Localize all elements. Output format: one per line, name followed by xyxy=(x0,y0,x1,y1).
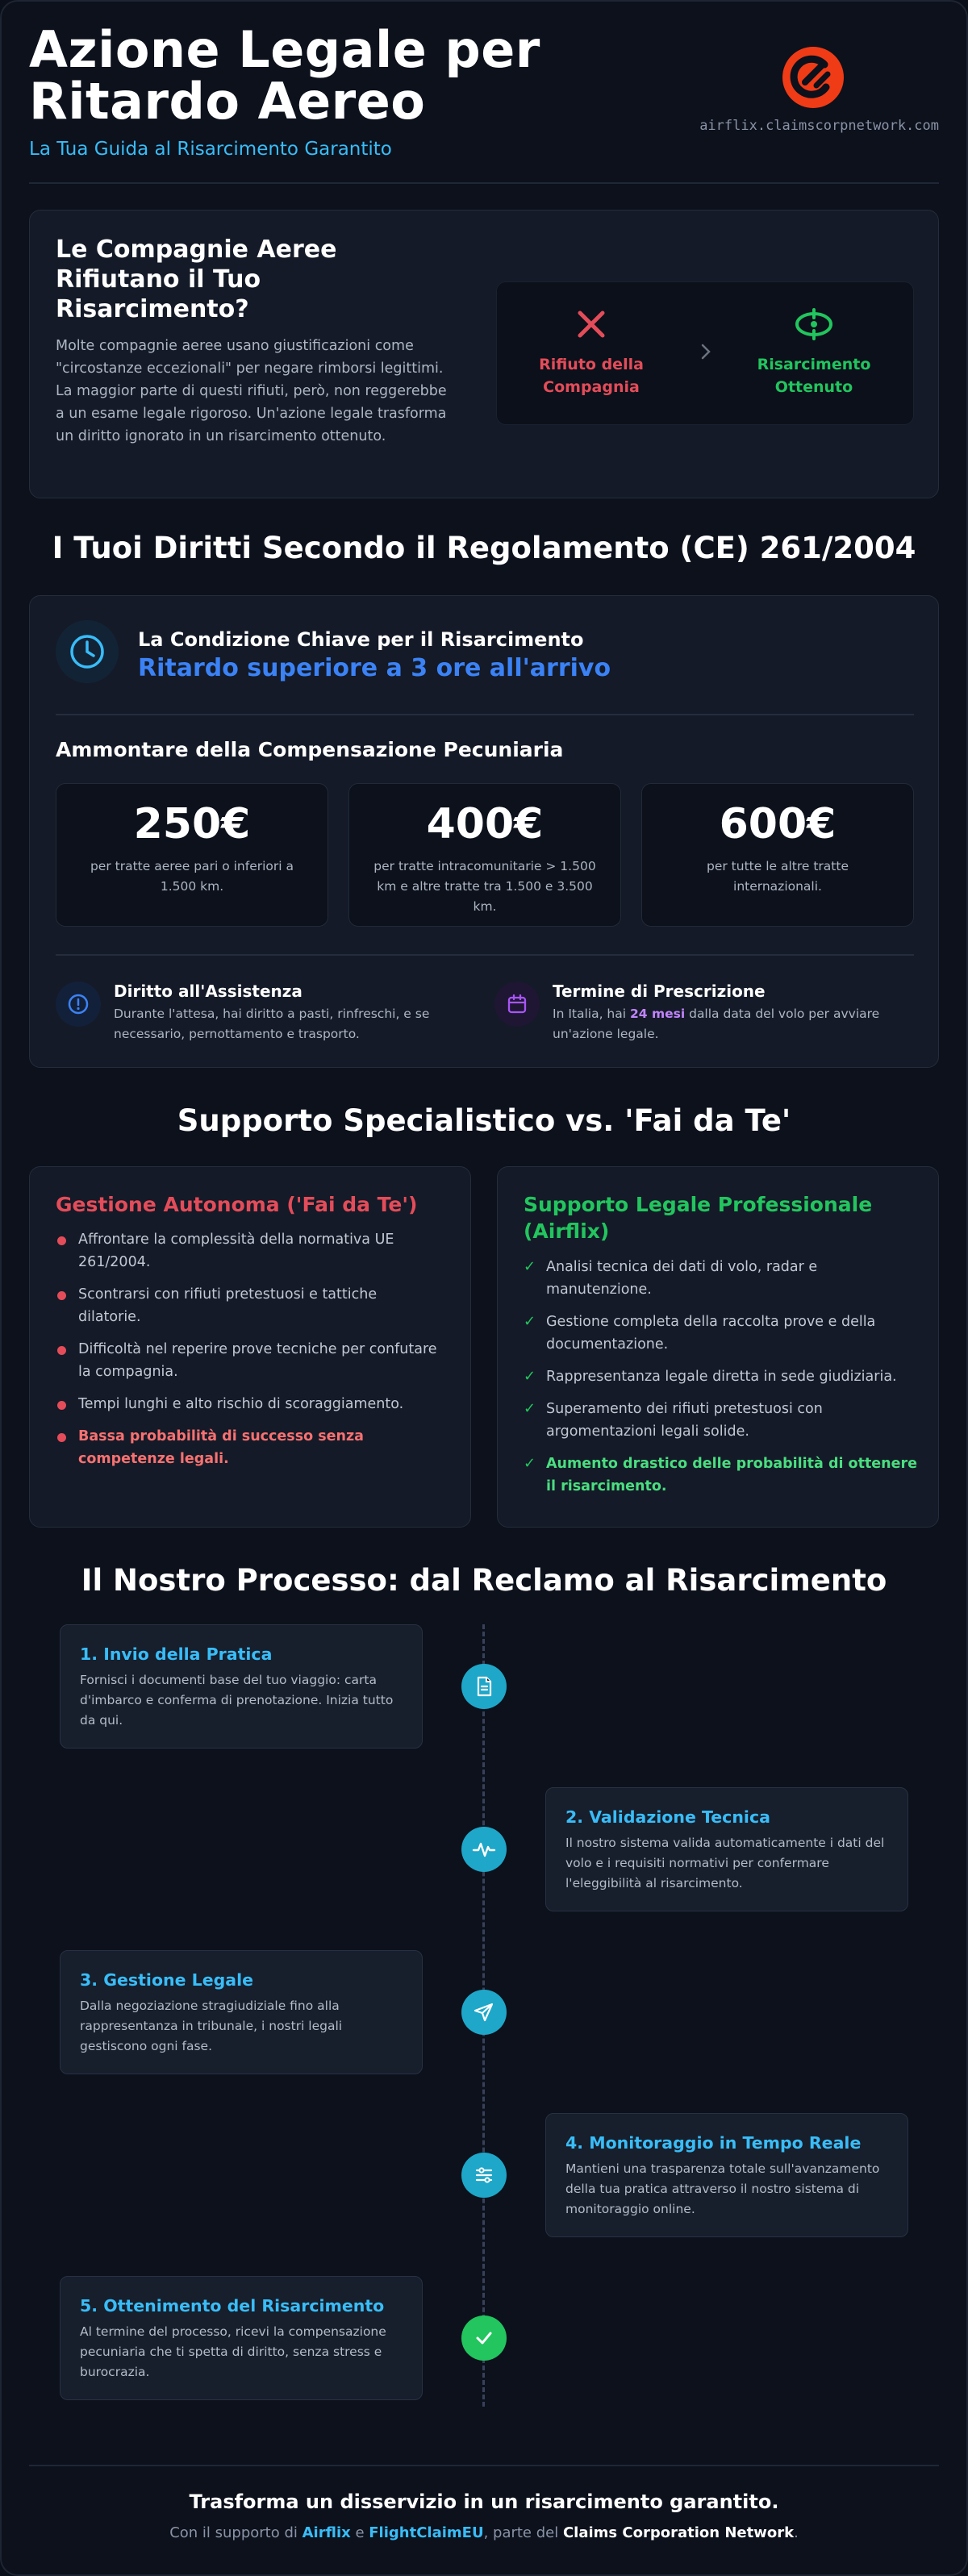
list-item: ✓ Rappresentanza legale diretta in sede giudiziaria. xyxy=(524,1365,919,1388)
header xyxy=(29,20,939,182)
step-4-node xyxy=(461,2153,507,2198)
timeline-step-1 xyxy=(60,1624,423,1749)
check-icon: ✓ xyxy=(524,1313,536,1330)
timeline-step-5 xyxy=(60,2276,423,2400)
step-title: 1. Invio della Pratica xyxy=(80,1644,273,1664)
clock-icon xyxy=(69,633,106,670)
step-text: Mantieni una trasparenza totale sull'avanzamento della tua pratica attraverso il nostro sistema di monitoraggio online. xyxy=(565,2161,880,2216)
process-section-title: Il Nostro Processo: dal Reclamo al Risarcimento xyxy=(81,1563,887,1598)
brand-logo-icon xyxy=(781,45,845,110)
step-title: 4. Monitoraggio in Tempo Reale xyxy=(565,2133,862,2153)
comparison-box xyxy=(496,281,914,425)
step-text: Fornisci i documenti base del tuo viaggio: carta d'imbarco e conferma di prenotazione. Inizia tutto da qui. xyxy=(80,1673,394,1728)
send-icon xyxy=(473,2001,495,2024)
intro-title: Le Compagnie Aeree Rifiutano il Tuo Risarcimento? xyxy=(56,236,337,323)
calendar-icon xyxy=(506,993,528,1015)
timeline-step-2 xyxy=(545,1787,908,1911)
chevron-right-icon xyxy=(699,342,713,361)
brand-flightclaimeu: FlightClaimEU xyxy=(369,2524,484,2541)
page-subtitle: La Tua Guida al Risarcimento Garantito xyxy=(29,139,392,160)
amount-desc: per tutte le altre tratte internazionali. xyxy=(707,859,849,894)
amount-desc: per tratte intracomunitarie > 1.500 km e altre tratte tra 1.500 e 3.500 km. xyxy=(373,859,596,914)
check-icon: ✓ xyxy=(524,1455,536,1472)
bullet-dot-icon xyxy=(57,1236,66,1245)
step-title: 2. Validazione Tecnica xyxy=(565,1807,770,1827)
list-item: Difficoltà nel reperire prove tecniche per confutare la compagnia. xyxy=(56,1338,443,1383)
list-item: Affrontare la complessità della normativa UE 261/2004. xyxy=(56,1228,443,1273)
step-5-node xyxy=(461,2315,507,2361)
cross-icon xyxy=(574,306,609,342)
term-text: In Italia, hai 24 mesi dalla data del volo per avviare un'azione legale. xyxy=(553,1007,880,1041)
sliders-icon xyxy=(473,2164,495,2186)
brand-airflix: Airflix xyxy=(302,2524,351,2541)
step-1-node xyxy=(461,1664,507,1709)
check-icon: ✓ xyxy=(524,1400,536,1417)
term-icon-circle xyxy=(494,982,540,1027)
clock-icon-circle xyxy=(56,620,119,683)
header-divider xyxy=(29,182,939,184)
bullet-dot-icon xyxy=(57,1291,66,1300)
step-text: Dalla negoziazione stragiudiziale fino alla rappresentanza in tribunale, i nostri legali gestiscono ogni fase. xyxy=(80,1999,343,2053)
pulse-icon xyxy=(472,1838,496,1861)
footer-text: Con il supporto di Airflix e FlightClaimEU, parte del Claims Corporation Network. xyxy=(169,2524,799,2541)
page-title: Azione Legale per Ritardo Aereo xyxy=(29,20,540,131)
rights-section-title: I Tuoi Diritti Secondo il Regolamento (CE) 261/2004 xyxy=(52,531,916,565)
step-title: 5. Ottenimento del Risarcimento xyxy=(80,2296,385,2315)
brand-claims-corporation: Claims Corporation Network xyxy=(562,2524,795,2541)
list-item: Bassa probabilità di successo senza competenze legali. xyxy=(56,1425,443,1470)
document-icon xyxy=(473,1675,495,1698)
bullet-dot-icon xyxy=(57,1346,66,1355)
step-text: Al termine del processo, ricevi la compensazione pecuniaria che ti spetta di diritto, senza stress e burocrazia. xyxy=(80,2324,386,2379)
amount-value: 250€ xyxy=(133,800,251,848)
coin-icon xyxy=(793,306,835,342)
assistance-title: Diritto all'Assistenza xyxy=(114,982,302,1001)
check-icon: ✓ xyxy=(524,1258,536,1275)
term-title: Termine di Prescrizione xyxy=(553,982,766,1001)
step-2-node xyxy=(461,1827,507,1872)
success-status: Risarcimento Ottenuto xyxy=(737,306,891,398)
footer-divider xyxy=(29,2465,939,2466)
bullet-dot-icon xyxy=(57,1433,66,1442)
pro-card xyxy=(497,1166,939,1528)
compensation-title: Ammontare della Compensazione Pecuniaria xyxy=(56,738,564,761)
list-item: ✓ Aumento drastico delle probabilità di ottenere il risarcimento. xyxy=(524,1453,919,1498)
list-item: ✓ Analisi tecnica dei dati di volo, radar e manutenzione. xyxy=(524,1256,919,1301)
footer-title: Trasforma un disservizio in un risarcimento garantito. xyxy=(189,2491,779,2513)
assistance-icon-circle xyxy=(56,982,101,1027)
step-title: 3. Gestione Legale xyxy=(80,1970,254,1990)
rejected-status: Rifiuto della Compagnia xyxy=(515,306,668,398)
rights-divider-bottom xyxy=(56,954,914,956)
condition-value: Ritardo superiore a 3 ore all'arrivo xyxy=(138,654,611,682)
list-item: Scontrarsi con rifiuti pretestuosi e tattiche dilatorie. xyxy=(56,1283,443,1328)
list-item: ✓ Gestione completa della raccolta prove e della documentazione. xyxy=(524,1311,919,1356)
timeline-step-4 xyxy=(545,2113,908,2237)
diy-title: Gestione Autonoma ('Fai da Te') xyxy=(56,1193,418,1216)
timeline-step-3 xyxy=(60,1950,423,2074)
info-icon xyxy=(67,993,90,1015)
check-icon xyxy=(473,2327,495,2349)
amount-value: 600€ xyxy=(719,800,837,848)
rights-card xyxy=(29,595,939,1068)
check-icon: ✓ xyxy=(524,1368,536,1385)
support-section-title: Supporto Specialistico vs. 'Fai da Te' xyxy=(177,1103,791,1138)
bullet-dot-icon xyxy=(57,1401,66,1410)
pro-list xyxy=(524,1256,919,1507)
amount-box-250 xyxy=(56,783,328,927)
step-3-node xyxy=(461,1990,507,2035)
diy-list xyxy=(56,1228,443,1480)
amount-box-400 xyxy=(348,783,621,927)
pro-title: Supporto Legale Professionale (Airflix) xyxy=(524,1193,873,1243)
assistance-text: Durante l'attesa, hai diritto a pasti, rinfreschi, e se necessario, pernottamento e trasporto. xyxy=(114,1007,430,1041)
rights-divider-top xyxy=(56,714,914,715)
site-domain: airflix.claimscorpnetwork.com xyxy=(699,118,939,134)
condition-label: La Condizione Chiave per il Risarcimento xyxy=(138,628,584,651)
intro-card xyxy=(29,210,939,498)
amount-box-600 xyxy=(641,783,914,927)
term-highlight: 24 mesi xyxy=(630,1007,686,1021)
amount-value: 400€ xyxy=(426,800,544,848)
intro-text: Molte compagnie aeree usano giustificazioni come "circostanze eccezionali" per negare rimborsi legittimi. La maggior parte di questi rifiuti, però, non reggerebbe a un esame legale rigoroso. Un'azione legale trasforma un diritto ignorato in un risarcimento ottenuto. xyxy=(56,338,447,444)
list-item: Tempi lunghi e alto rischio di scoraggiamento. xyxy=(56,1393,443,1415)
step-text: Il nostro sistema valida automaticamente i dati del volo e i requisiti normativi per confermare l'eleggibilità al risarcimento. xyxy=(565,1836,885,1890)
amount-desc: per tratte aeree pari o inferiori a 1.500 km. xyxy=(90,859,294,894)
diy-card xyxy=(29,1166,471,1528)
list-item: ✓ Superamento dei rifiuti pretestuosi con argomentazioni legali solide. xyxy=(524,1398,919,1443)
